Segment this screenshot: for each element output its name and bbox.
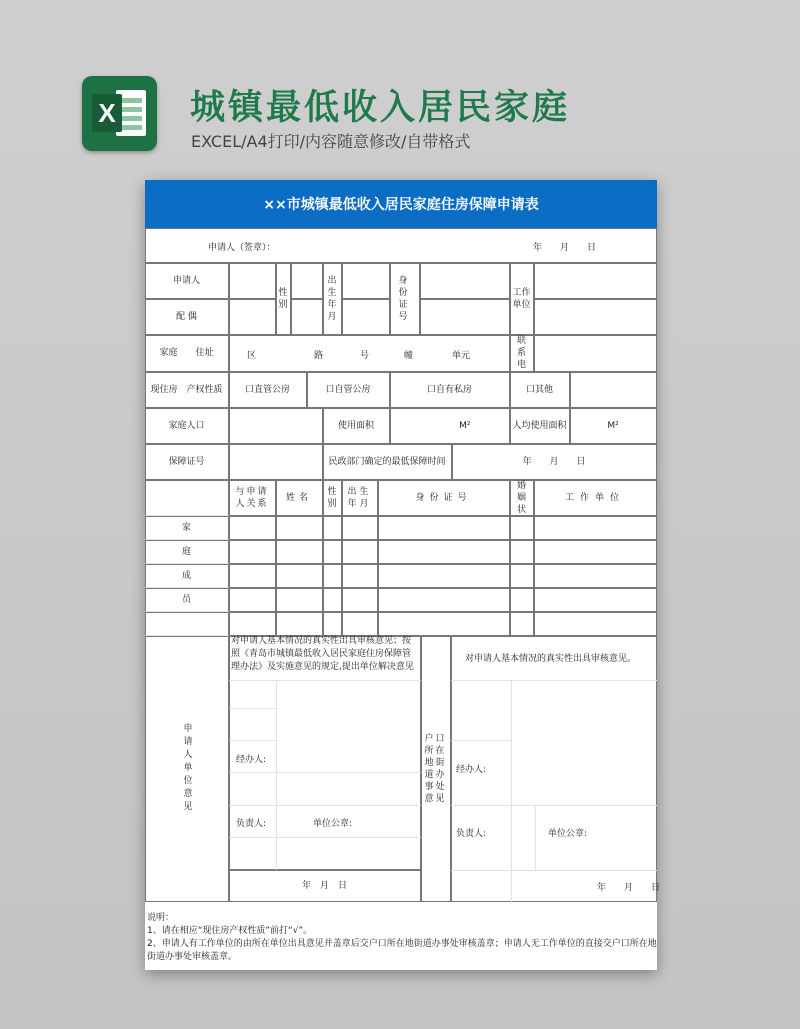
spouse-name-field[interactable] <box>229 299 276 335</box>
col-marital: 婚姻状 <box>510 480 534 516</box>
member-cell[interactable] <box>276 588 323 612</box>
member-cell[interactable] <box>510 612 534 636</box>
signature-date: 年 月 日 <box>533 243 597 253</box>
unit-seal: 单位公章: <box>313 819 353 829</box>
street-opinion-text: 对申请人基本情况的真实性出具审核意见。 <box>465 654 637 664</box>
member-cell[interactable] <box>229 564 276 588</box>
member-cell[interactable] <box>378 516 510 540</box>
prop-option-self-managed[interactable]: 口自管公房 <box>307 372 390 408</box>
signature-label: 申请人（签章）： <box>208 243 276 253</box>
member-cell[interactable] <box>510 564 534 588</box>
member-cell[interactable] <box>323 564 342 588</box>
spouse-label: 配 偶 <box>145 299 229 335</box>
spouse-birth-field[interactable] <box>342 299 390 335</box>
col-name: 姓名 <box>276 480 323 516</box>
addr-district: 区 <box>247 351 257 361</box>
member-cell[interactable] <box>342 516 378 540</box>
street-leader: 负责人: <box>456 829 487 839</box>
member-cell[interactable] <box>510 588 534 612</box>
cert-label: 保障证号 <box>145 444 229 480</box>
address-label: 家庭 住址 <box>145 335 229 372</box>
member-cell[interactable] <box>510 540 534 564</box>
street-label-line: 意见 <box>424 793 447 804</box>
member-cell[interactable] <box>276 540 323 564</box>
applicant-label: 申请人 <box>145 263 229 299</box>
applicant-name-field[interactable] <box>229 263 276 299</box>
member-cell[interactable] <box>323 516 342 540</box>
member-cell[interactable] <box>323 588 342 612</box>
street-date: 年 月 日 <box>597 883 661 893</box>
member-side-label: 家 <box>145 516 229 540</box>
per-capita-field[interactable]: M² <box>570 408 657 444</box>
col-gender: 性别 <box>323 480 342 516</box>
work-unit-label: 工作单位 <box>510 263 534 335</box>
gender-label: 性别 <box>276 263 291 335</box>
applicant-birth-field[interactable] <box>342 263 390 299</box>
usage-area-label: 使用面积 <box>323 408 390 444</box>
unit-opinion-label: 申请人单位意见 <box>145 636 229 902</box>
prop-option-direct[interactable]: 口直管公房 <box>229 372 307 408</box>
addr-road: 路 <box>314 351 324 361</box>
member-cell[interactable] <box>378 588 510 612</box>
member-cell[interactable] <box>342 564 378 588</box>
street-label-line: 所在 <box>424 745 447 756</box>
street-label-line: 地街 <box>424 757 447 768</box>
member-cell[interactable] <box>534 588 657 612</box>
member-cell[interactable] <box>342 540 378 564</box>
street-handler: 经办人: <box>456 765 487 775</box>
banner-subtitle: EXCEL/A4打印/内容随意修改/自带格式 <box>191 132 471 151</box>
unit-leader: 负责人: <box>236 819 267 829</box>
street-seal: 单位公章: <box>548 829 588 839</box>
usage-area-field[interactable]: M² <box>390 408 510 444</box>
member-cell[interactable] <box>276 516 323 540</box>
contact-field[interactable] <box>534 335 657 372</box>
member-cell[interactable] <box>534 540 657 564</box>
members-corner <box>145 480 229 516</box>
birth-label: 出生年月 <box>323 263 342 335</box>
col-relation: 与申请人关系 <box>229 480 276 516</box>
unit-opinion-text: 对申请人基本情况的真实性出具审核意见；按照《青岛市城镇最低收入居民家庭住房保障管理办法》及实施意见的规定,提出单位解决意见 <box>231 636 414 672</box>
member-cell[interactable] <box>229 516 276 540</box>
banner-title: 城镇最低收入居民家庭 <box>190 88 571 128</box>
property-label: 现住房 产权性质 <box>145 372 229 408</box>
member-cell[interactable] <box>342 588 378 612</box>
notes-title: 说明： <box>147 913 175 923</box>
prop-option-private[interactable]: 口自有私房 <box>390 372 510 408</box>
excel-letter: X <box>92 94 122 132</box>
applicant-work-field[interactable] <box>534 263 657 299</box>
member-cell[interactable] <box>534 516 657 540</box>
street-label-line: 户口 <box>424 733 447 744</box>
addr-no: 号 <box>360 351 370 361</box>
member-cell[interactable] <box>534 612 657 636</box>
form-title: ××市城镇最低收入居民家庭住房保障申请表 <box>145 180 657 228</box>
min-time-field[interactable]: 年 月 日 <box>452 444 657 480</box>
member-cell[interactable] <box>510 516 534 540</box>
applicant-gender-field[interactable] <box>291 263 323 299</box>
col-birth: 出生年月 <box>342 480 378 516</box>
street-opinion-label <box>421 636 451 902</box>
member-side-label: 成 <box>145 564 229 588</box>
contact-label: 联系电 <box>510 335 534 372</box>
spouse-work-field[interactable] <box>534 299 657 335</box>
col-id: 身份证号 <box>378 480 510 516</box>
member-cell[interactable] <box>323 540 342 564</box>
member-cell[interactable] <box>323 612 342 636</box>
min-time-label: 民政部门确定的最低保障时间 <box>323 444 452 480</box>
member-cell[interactable] <box>229 540 276 564</box>
spouse-id-field[interactable] <box>420 299 510 335</box>
member-cell[interactable] <box>378 540 510 564</box>
addr-building: 幢 <box>404 351 414 361</box>
member-side-label: 庭 <box>145 540 229 564</box>
note-2: 2、申请人有工作单位的由所在单位出具意见并盖章后交户口所在地街道办事处审核盖章；申请人无工作单位的直接交户口所在地街道办事处审核盖章。 <box>147 939 657 962</box>
member-cell[interactable] <box>378 564 510 588</box>
population-field[interactable] <box>229 408 323 444</box>
id-label: 身份证号 <box>390 263 420 335</box>
member-cell[interactable] <box>229 588 276 612</box>
per-capita-label: 人均使用面积 <box>510 408 570 444</box>
member-cell[interactable] <box>229 612 276 636</box>
cert-field[interactable] <box>229 444 323 480</box>
excel-logo-icon <box>82 76 157 151</box>
member-side-label <box>145 612 229 636</box>
unit-opinion-date[interactable]: 年 月 日 <box>229 870 421 902</box>
unit-handler: 经办人: <box>236 755 267 765</box>
street-label-line: 事处 <box>424 781 447 792</box>
member-side-label: 员 <box>145 588 229 612</box>
member-cell[interactable] <box>378 612 510 636</box>
spouse-gender-field[interactable] <box>291 299 323 335</box>
addr-unit: 单元 <box>452 351 471 361</box>
member-cell[interactable] <box>534 564 657 588</box>
prop-option-other[interactable]: 口其他 <box>510 372 570 408</box>
member-cell[interactable] <box>276 564 323 588</box>
col-work: 工作单位 <box>534 480 657 516</box>
member-cell[interactable] <box>342 612 378 636</box>
note-1: 1、请在相应“现住房产权性质”前打“√”。 <box>147 926 313 936</box>
street-label-line: 道办 <box>424 769 447 780</box>
member-cell[interactable] <box>276 612 323 636</box>
prop-blank <box>570 372 657 408</box>
population-label: 家庭人口 <box>145 408 229 444</box>
notes <box>147 912 657 964</box>
applicant-id-field[interactable] <box>420 263 510 299</box>
